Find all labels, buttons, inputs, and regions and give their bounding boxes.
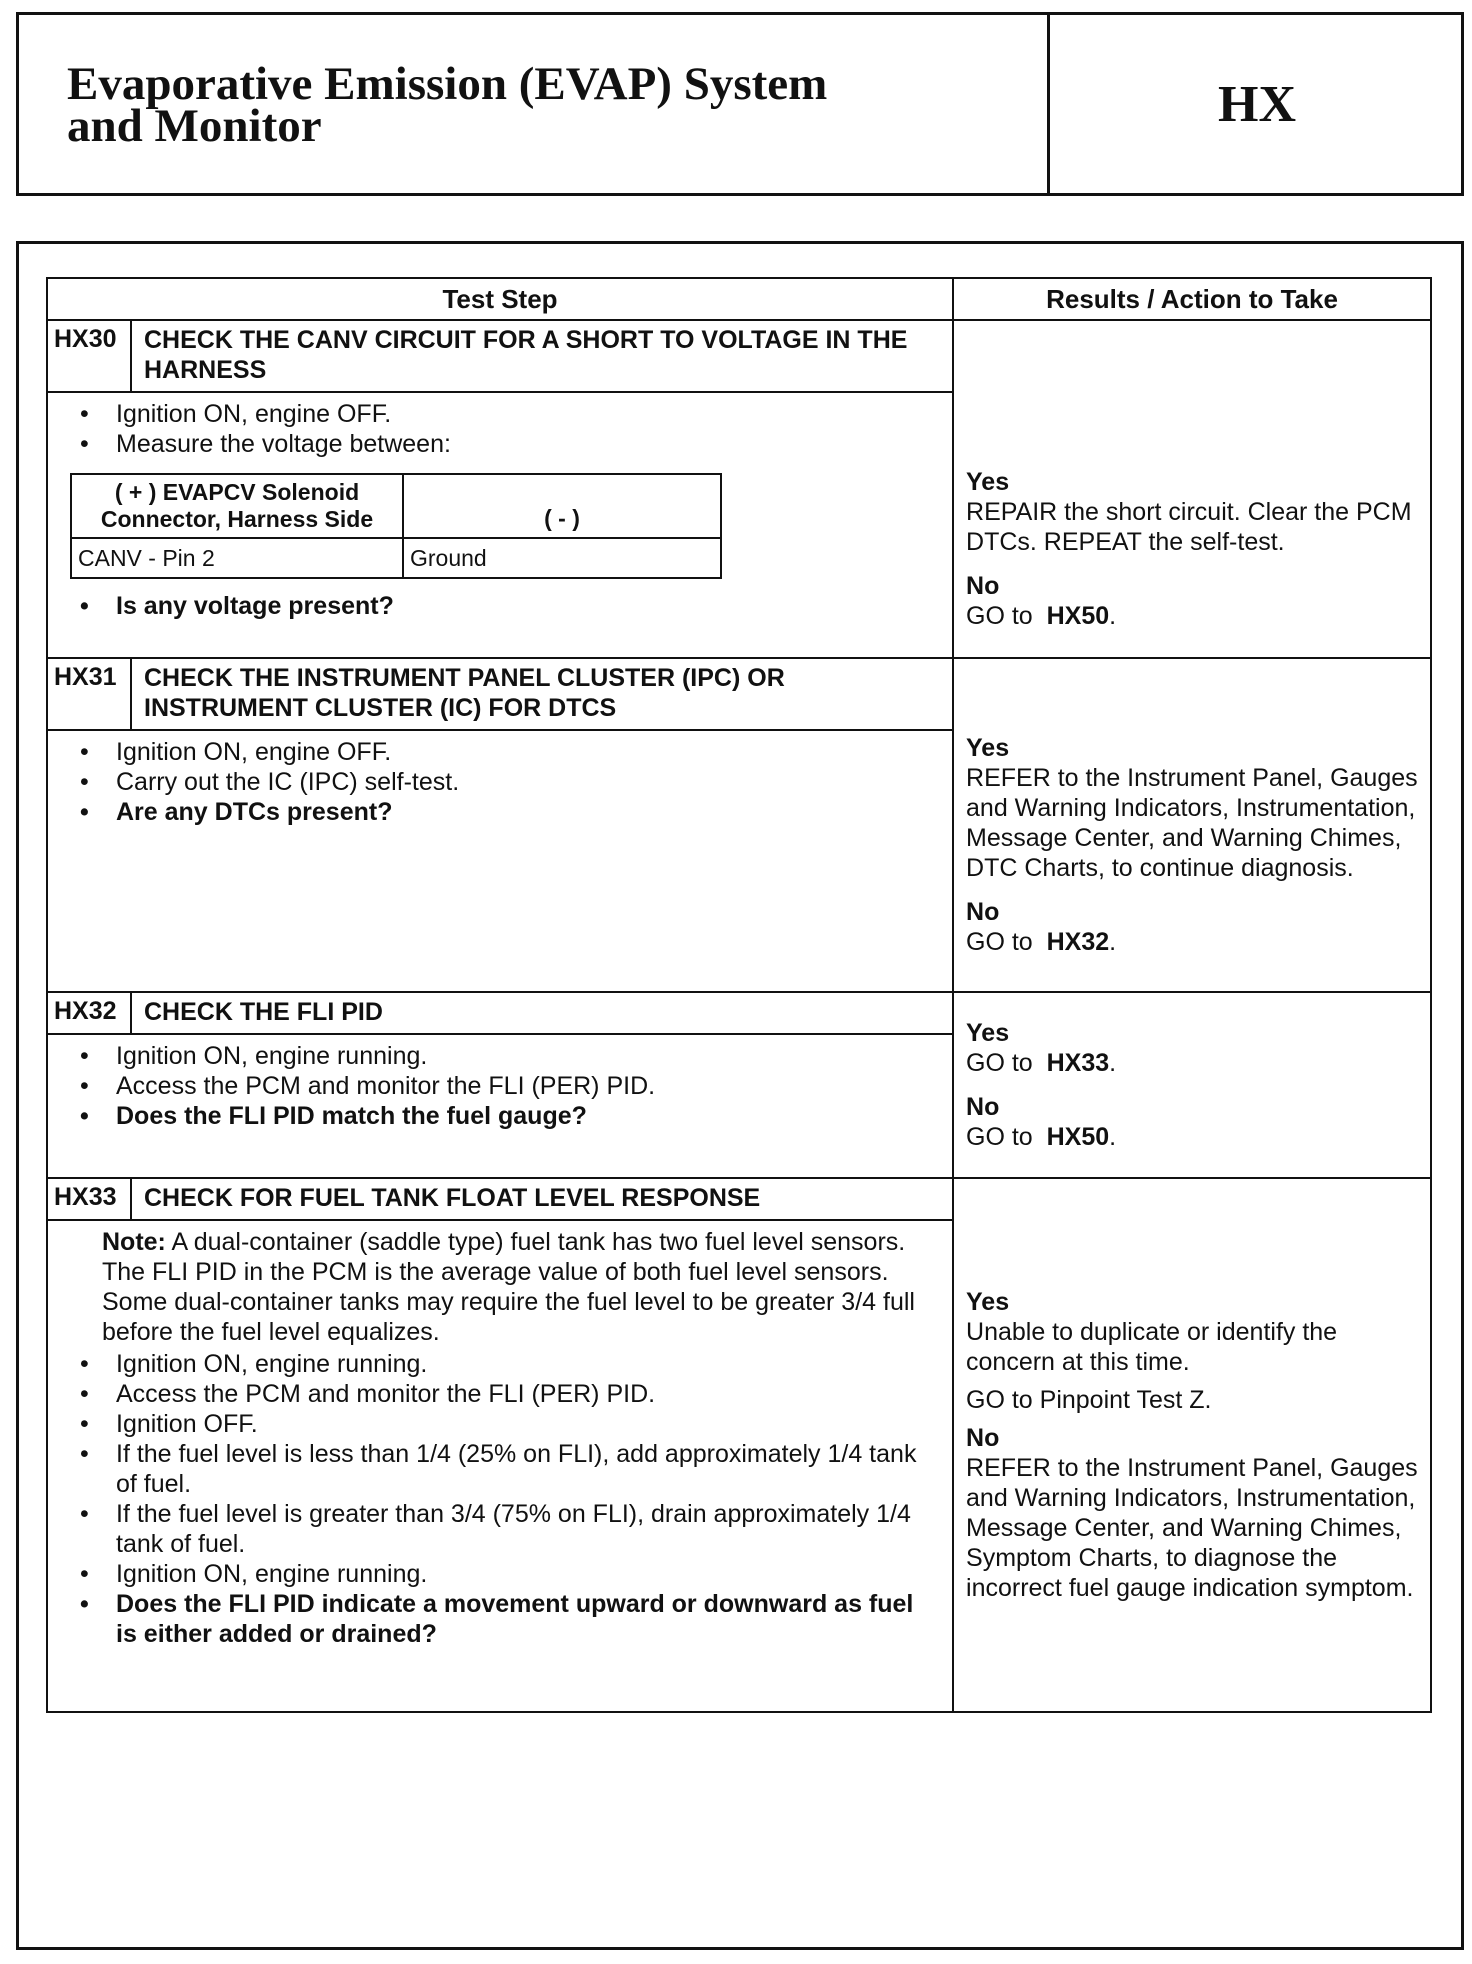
measurement-row bbox=[71, 538, 721, 578]
negative-probe-header: ( - ) bbox=[403, 474, 721, 538]
list-item: • Ignition ON, engine OFF. bbox=[72, 737, 940, 767]
step-question: • Is any voltage present? bbox=[72, 591, 940, 621]
list-item: • If the fuel level is less than 1/4 (25% on FLI), add approximately 1/4 tank of fuel. bbox=[72, 1439, 940, 1499]
step-body bbox=[47, 1034, 953, 1178]
section-code: HX bbox=[1218, 75, 1296, 133]
negative-probe-value: Ground bbox=[403, 538, 721, 578]
list-item: • Carry out the IC (IPC) self-test. bbox=[72, 767, 940, 797]
no-step-ref: HX32 bbox=[1046, 928, 1110, 957]
yes-label: Yes bbox=[966, 1019, 1010, 1048]
yes-step-ref: HX33 bbox=[1046, 1049, 1110, 1078]
step-result bbox=[953, 320, 1431, 658]
step-title: CHECK THE CANV CIRCUIT FOR A SHORT TO VOLTAGE IN THE HARNESS bbox=[131, 320, 953, 392]
document-title-line2: and Monitor bbox=[67, 100, 322, 152]
no-action bbox=[966, 601, 1418, 631]
step-note bbox=[102, 1227, 940, 1347]
step-title: CHECK THE INSTRUMENT PANEL CLUSTER (IPC) OR INSTRUMENT CLUSTER (IC) FOR DTCS bbox=[131, 658, 953, 730]
list-item: • Ignition ON, engine OFF. bbox=[72, 399, 940, 429]
step-result bbox=[953, 1178, 1431, 1712]
no-action bbox=[966, 927, 1418, 957]
test-step-header: Test Step bbox=[47, 278, 953, 320]
no-label: No bbox=[966, 1424, 1000, 1453]
list-item: • If the fuel level is greater than 3/4 (75% on FLI), drain approximately 1/4 tank of fuel. bbox=[72, 1499, 940, 1559]
list-item: • Ignition ON, engine running. bbox=[72, 1349, 940, 1379]
no-suffix: . bbox=[1109, 928, 1117, 957]
step-result bbox=[953, 658, 1431, 992]
positive-probe-header: ( + ) EVAPCV Solenoid Connector, Harness Side bbox=[71, 474, 403, 538]
step-body bbox=[47, 730, 953, 992]
no-prefix: GO to bbox=[966, 602, 1033, 631]
step-body bbox=[47, 1220, 953, 1712]
step-id: HX33 bbox=[47, 1178, 131, 1220]
note-label: Note: bbox=[102, 1228, 166, 1257]
no-prefix: GO to bbox=[966, 1123, 1033, 1152]
table-row bbox=[47, 992, 1431, 1034]
no-label: No bbox=[966, 1093, 1000, 1122]
table-header-row bbox=[47, 278, 1431, 320]
no-suffix: . bbox=[1109, 602, 1117, 631]
no-step-ref: HX50 bbox=[1046, 1123, 1110, 1152]
note-text: A dual-container (saddle type) fuel tank has two fuel level sensors. The FLI PID in the PCM is the average value of both fuel level sensors. Some dual-container tanks may require the fuel level to be greater 3/4 full before the fuel level equalizes. bbox=[102, 1228, 915, 1347]
header-box bbox=[16, 12, 1464, 196]
list-item: • Ignition ON, engine running. bbox=[72, 1559, 940, 1589]
step-bullets bbox=[60, 399, 940, 459]
list-item: • Measure the voltage between: bbox=[72, 429, 940, 459]
step-question: • Does the FLI PID indicate a movement upward or downward as fuel is either added or drained? bbox=[72, 1589, 940, 1649]
yes-action: Unable to duplicate or identify the concern at this time. bbox=[966, 1318, 1338, 1377]
step-question: • Does the FLI PID match the fuel gauge? bbox=[72, 1101, 940, 1131]
positive-probe-value: CANV - Pin 2 bbox=[71, 538, 403, 578]
step-title: CHECK FOR FUEL TANK FLOAT LEVEL RESPONSE bbox=[131, 1178, 953, 1220]
no-step-ref: HX50 bbox=[1046, 602, 1110, 631]
step-bullets bbox=[60, 737, 940, 827]
table-row bbox=[47, 658, 1431, 730]
no-label: No bbox=[966, 898, 1000, 927]
yes-action: REFER to the Instrument Panel, Gauges and Warning Indicators, Instrumentation, Message Center, and Warning Chimes, DTC Charts, to continue diagnosis. bbox=[966, 764, 1418, 883]
list-item: • Ignition OFF. bbox=[72, 1409, 940, 1439]
no-suffix: . bbox=[1109, 1123, 1117, 1152]
yes-label: Yes bbox=[966, 468, 1010, 497]
no-action: REFER to the Instrument Panel, Gauges and Warning Indicators, Instrumentation, Message Center, and Warning Chimes, Symptom Charts, to diagnose the incorrect fuel gauge indication symptom. bbox=[966, 1454, 1418, 1603]
table-row bbox=[47, 320, 1431, 392]
document-title bbox=[67, 58, 1027, 152]
yes-suffix: . bbox=[1109, 1049, 1117, 1078]
yes-action: REPAIR the short circuit. Clear the PCM DTCs. REPEAT the self-test. bbox=[966, 498, 1412, 557]
no-label: No bbox=[966, 572, 1000, 601]
step-bullets bbox=[60, 1041, 940, 1131]
results-header: Results / Action to Take bbox=[953, 278, 1431, 320]
step-id: HX32 bbox=[47, 992, 131, 1034]
list-item: • Access the PCM and monitor the FLI (PER) PID. bbox=[72, 1379, 940, 1409]
yes-label: Yes bbox=[966, 1288, 1010, 1317]
list-item: • Ignition ON, engine running. bbox=[72, 1041, 940, 1071]
step-result bbox=[953, 992, 1431, 1178]
table-row bbox=[47, 1178, 1431, 1220]
step-title: CHECK THE FLI PID bbox=[131, 992, 953, 1034]
yes-prefix: GO to bbox=[966, 1049, 1033, 1078]
yes-action-goto: GO to Pinpoint Test Z. bbox=[966, 1386, 1212, 1415]
no-prefix: GO to bbox=[966, 928, 1033, 957]
yes-label: Yes bbox=[966, 734, 1010, 763]
step-question-list bbox=[60, 591, 940, 621]
step-id: HX30 bbox=[47, 320, 131, 392]
document-title-line1: Evaporative Emission (EVAP) System bbox=[67, 58, 828, 110]
step-bullets bbox=[60, 1349, 940, 1649]
step-id: HX31 bbox=[47, 658, 131, 730]
diagnostic-table bbox=[46, 277, 1432, 1713]
measurement-header-row bbox=[71, 474, 721, 538]
list-item: • Access the PCM and monitor the FLI (PER) PID. bbox=[72, 1071, 940, 1101]
measurement-table bbox=[70, 473, 722, 579]
yes-action bbox=[966, 1048, 1418, 1078]
no-action bbox=[966, 1122, 1418, 1152]
step-body bbox=[47, 392, 953, 658]
step-question: • Are any DTCs present? bbox=[72, 797, 940, 827]
